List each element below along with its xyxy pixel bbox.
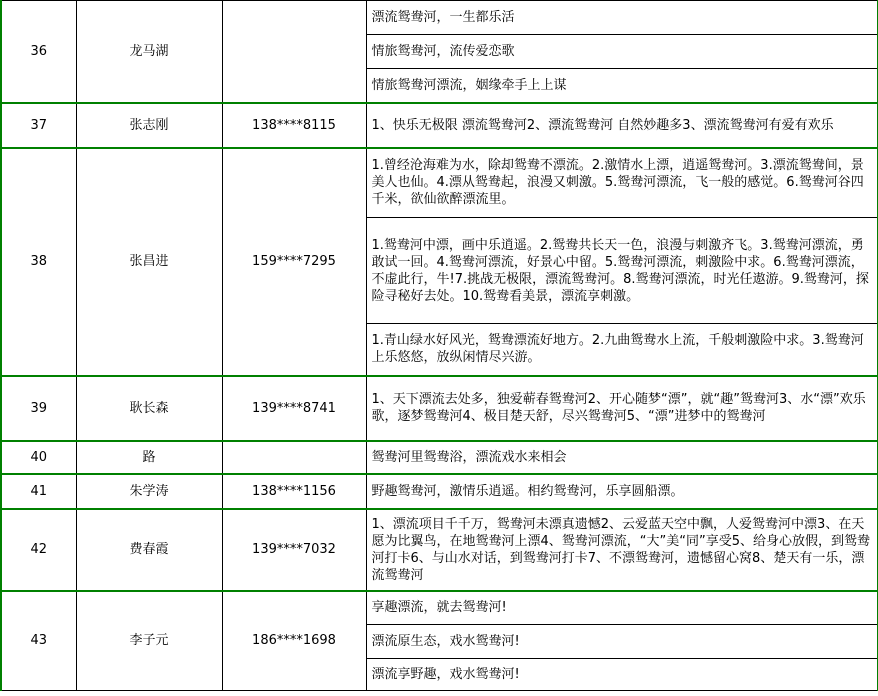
entry-phone-cell: 159****7295 bbox=[222, 148, 366, 376]
entry-name-cell: 朱学涛 bbox=[76, 474, 222, 509]
entry-number-cell: 43 bbox=[1, 591, 76, 691]
slogan-cell: 1、天下漂流去处多，独爱蕲春鸳鸯河2、开心随梦“漂”，就“趣”鸳鸯河3、水“漂”欢乐歌，逐梦鸳鸯河4、极目楚天舒，尽兴鸳鸯河5、“漂”进梦中的鸳鸯河 bbox=[366, 376, 878, 441]
slogan-cell: 享趣漂流，就去鸳鸯河! bbox=[366, 591, 878, 625]
entry-number-cell: 42 bbox=[1, 509, 76, 591]
entry-number-cell: 36 bbox=[1, 1, 76, 103]
entry-name-cell: 路 bbox=[76, 441, 222, 474]
entry-name-cell: 耿长森 bbox=[76, 376, 222, 441]
entry-phone-cell bbox=[222, 1, 366, 103]
slogan-cell: 漂流享野趣，戏水鸳鸯河! bbox=[366, 659, 878, 691]
entry-number-cell: 41 bbox=[1, 474, 76, 509]
slogan-cell: 鸳鸯河里鸳鸯浴，漂流戏水来相会 bbox=[366, 441, 878, 474]
entry-number-cell: 39 bbox=[1, 376, 76, 441]
entry-phone-cell: 139****7032 bbox=[222, 509, 366, 591]
entry-name-cell: 龙马湖 bbox=[76, 1, 222, 103]
entry-phone-cell bbox=[222, 441, 366, 474]
slogan-cell: 1.青山绿水好风光，鸳鸯漂流好地方。2.九曲鸳鸯水上流，千般刺激险中求。3.鸳鸯河上乐悠悠，放纵闲情尽兴游。 bbox=[366, 324, 878, 376]
slogan-cell: 1.鸳鸯河中漂，画中乐逍遥。2.鸳鸯共长天一色，浪漫与刺激齐飞。3.鸳鸯河漂流，勇敢试一回。4.鸳鸯河漂流，好景心中留。5.鸳鸯河漂流，刺激险中求。6.鸳鸯河漂流，不虚此行，牛!7.挑战无极限，漂流鸳鸯河。8.鸳鸯河漂流，时光任遨游。9.鸳鸯河，探险寻秘好去处。10.鸳鸯看美景，漂流享刺激。 bbox=[366, 218, 878, 324]
slogan-cell: 野趣鸳鸯河，激情乐逍遥。相约鸳鸯河，乐享圆船漂。 bbox=[366, 474, 878, 509]
slogan-cell: 漂流原生态，戏水鸳鸯河! bbox=[366, 625, 878, 659]
entry-number-cell: 40 bbox=[1, 441, 76, 474]
entry-name-cell: 张昌进 bbox=[76, 148, 222, 376]
entry-name-cell: 张志刚 bbox=[76, 103, 222, 148]
slogan-cell: 漂流鸳鸯河，一生都乐活 bbox=[366, 1, 878, 35]
entry-name-cell: 费春霞 bbox=[76, 509, 222, 591]
entry-phone-cell: 138****1156 bbox=[222, 474, 366, 509]
entry-number-cell: 38 bbox=[1, 148, 76, 376]
slogan-cell: 1.曾经沧海难为水，除却鸳鸯不漂流。2.激情水上漂，逍遥鸳鸯河。3.漂流鸳鸯间，景美人也仙。4.漂从鸳鸯起，浪漫又刺激。5.鸳鸯河漂流，飞一般的感觉。6.鸳鸯河谷四千米，欲仙欲醉漂流里。 bbox=[366, 148, 878, 218]
entry-name-cell: 李子元 bbox=[76, 591, 222, 691]
slogan-cell: 情旅鸳鸯河漂流，姻缘牵手上上谋 bbox=[366, 69, 878, 103]
entry-number-cell: 37 bbox=[1, 103, 76, 148]
slogan-cell: 情旅鸳鸯河，流传爱恋歌 bbox=[366, 35, 878, 69]
entry-phone-cell: 139****8741 bbox=[222, 376, 366, 441]
slogan-cell: 1、快乐无极限 漂流鸳鸯河2、漂流鸳鸯河 自然妙趣多3、漂流鸳鸯河有爱有欢乐 bbox=[366, 103, 878, 148]
entry-phone-cell: 138****8115 bbox=[222, 103, 366, 148]
entry-phone-cell: 186****1698 bbox=[222, 591, 366, 691]
slogan-cell: 1、漂流项目千千万，鸳鸯河未漂真遗憾2、云爱蓝天空中飘，人爱鸳鸯河中漂3、在天愿为比翼鸟，在地鸳鸯河上漂4、鸳鸯河漂流，“大”美“同”享受5、给身心放假，到鸳鸯河打卡6、与山水对话，到鸳鸯河打卡7、不漂鸳鸯河，遗憾留心窝8、楚天有一乐，漂流鸳鸯河 bbox=[366, 509, 878, 591]
